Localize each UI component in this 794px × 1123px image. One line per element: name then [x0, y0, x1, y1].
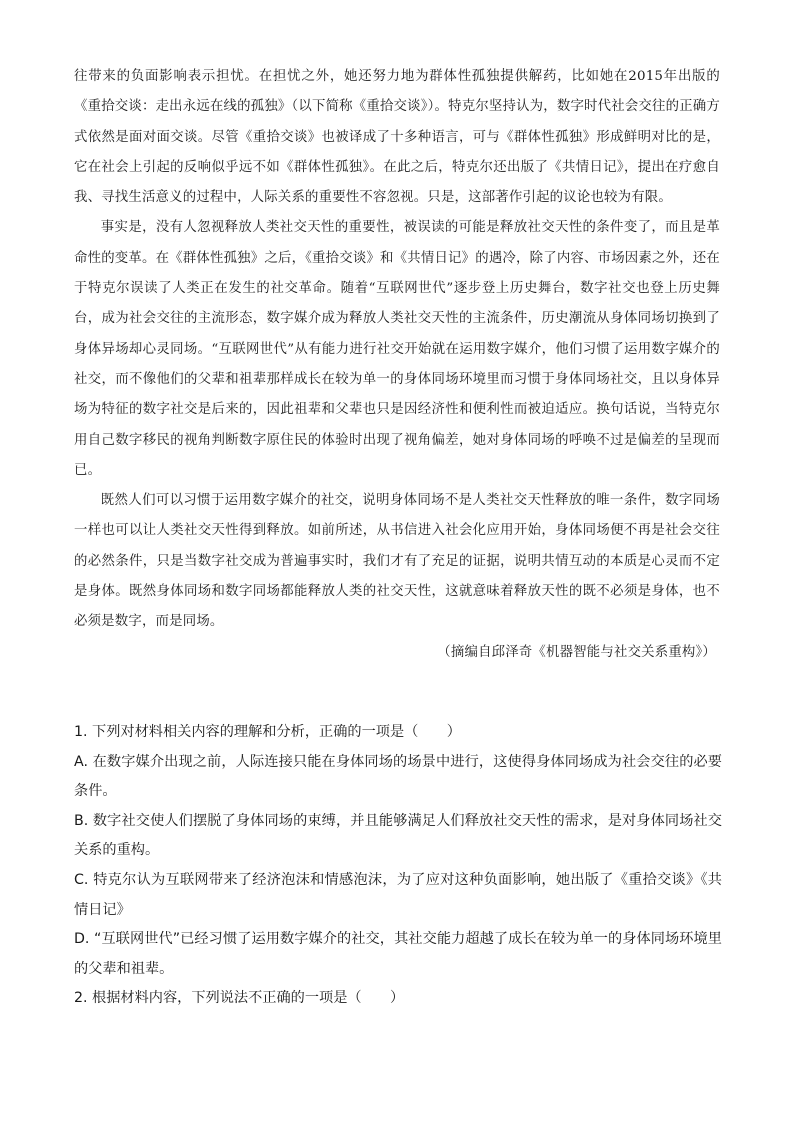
question-1-option-a: A. 在数字媒介出现之前，人际连接只能在身体同场的场景中进行，这使得身体同场成为社会交往的必要条件。 — [74, 753, 722, 800]
passage-paragraph-3: 既然人们可以习惯于运用数字媒介的社交，说明身体同场不是人类社交天性释放的唯一条件，数字同场一样也可以让人类社交天性得到释放。如前所述，从书信进入社会化应用开始，身体同场便不再是社会交往的必然条件，只是当数字社交成为普遍事实时，我们才有了充足的证据，说明共情互动的本质是心灵而不定是身体。既然身体同场和数字同场都能释放人类的社交天性，这就意味着释放天性的既不必须是身体，也不必须是数字，而是同场。 — [74, 493, 720, 630]
question-2-stem: 2. 根据材料内容，下列说法不正确的一项是（ ） — [74, 990, 405, 1007]
question-1-option-d: D. “互联网世代”已经习惯了运用数字媒介的社交，其社交能力超越了成长在较为单一的身体同场环境里的父辈和祖辈。 — [74, 931, 722, 977]
question-1-stem: 1. 下列对材料相关内容的理解和分析，正确的一项是（ ） — [74, 724, 461, 740]
question-1-option-b: B. 数字社交使人们摆脱了身体同场的束缚，并且能够满足人们释放社交天性的需求，是对身体同场社交关系的重构。 — [74, 812, 722, 859]
question-section — [74, 718, 722, 1014]
question-1-option-c: C. 特克尔认为互联网带来了经济泡沫和情感泡沫，为了应对这种负面影响，她出版了《重拾交谈》《共情日记》 — [74, 871, 722, 918]
passage-paragraph-1: 往带来的负面影响表示担忧。在担忧之外，她还努力地为群体性孤独提供解药，比如她在2015年出版的《重拾交谈：走出永远在线的孤独》（以下简称《重拾交谈》）。特克尔坚持认为，数字时代社会交往的正确方式依然是面对面交谈。尽管《重拾交谈》也被译成了十多种语言，可与《群体性孤独》形成鲜明对比的是，它在社会上引起的反响似乎远不如《群体性孤独》。在此之后，特克尔还出版了《共情日记》，提出在疗愈自我、寻找生活意义的过程中，人际关系的重要性不容忽视。只是，这部著作引起的议论也较为有限。 — [74, 69, 720, 206]
passage-paragraph-2: 事实是，没有人忽视释放人类社交天性的重要性，被误读的可能是释放社交天性的条件变了，而且是革命性的变革。在《群体性孤独》之后，《重拾交谈》和《共情日记》的遇冷，除了内容、市场因素之外，还在于特克尔误读了人类正在发生的社交革命。随着“互联网世代”逐步登上历史舞台，数字社交也登上历史舞台，成为社会交往的主流形态，数字媒介成为释放人类社交天性的主流条件，历史潮流从身体同场切换到了身体异场却心灵同场。“互联网世代”从有能力进行社交开始就在运用数字媒介，他们习惯了运用数字媒介的社交，而不像他们的父辈和祖辈那样成长在较为单一的身体同场环境里而习惯于身体同场社交，且以身体异场为特征的数字社交是后来的，因此祖辈和父辈也只是因经济性和便利性而被迫适应。换句话说，当特克尔用自己数字移民的视角判断数字原住民的体验时出现了视角偏差，她对身体同场的呼唤不过是偏差的呈现而已。 — [74, 220, 720, 478]
passage-source: （摘编自邱泽奇《机器智能与社交关系重构》） — [437, 644, 716, 660]
reading-passage — [74, 62, 720, 668]
